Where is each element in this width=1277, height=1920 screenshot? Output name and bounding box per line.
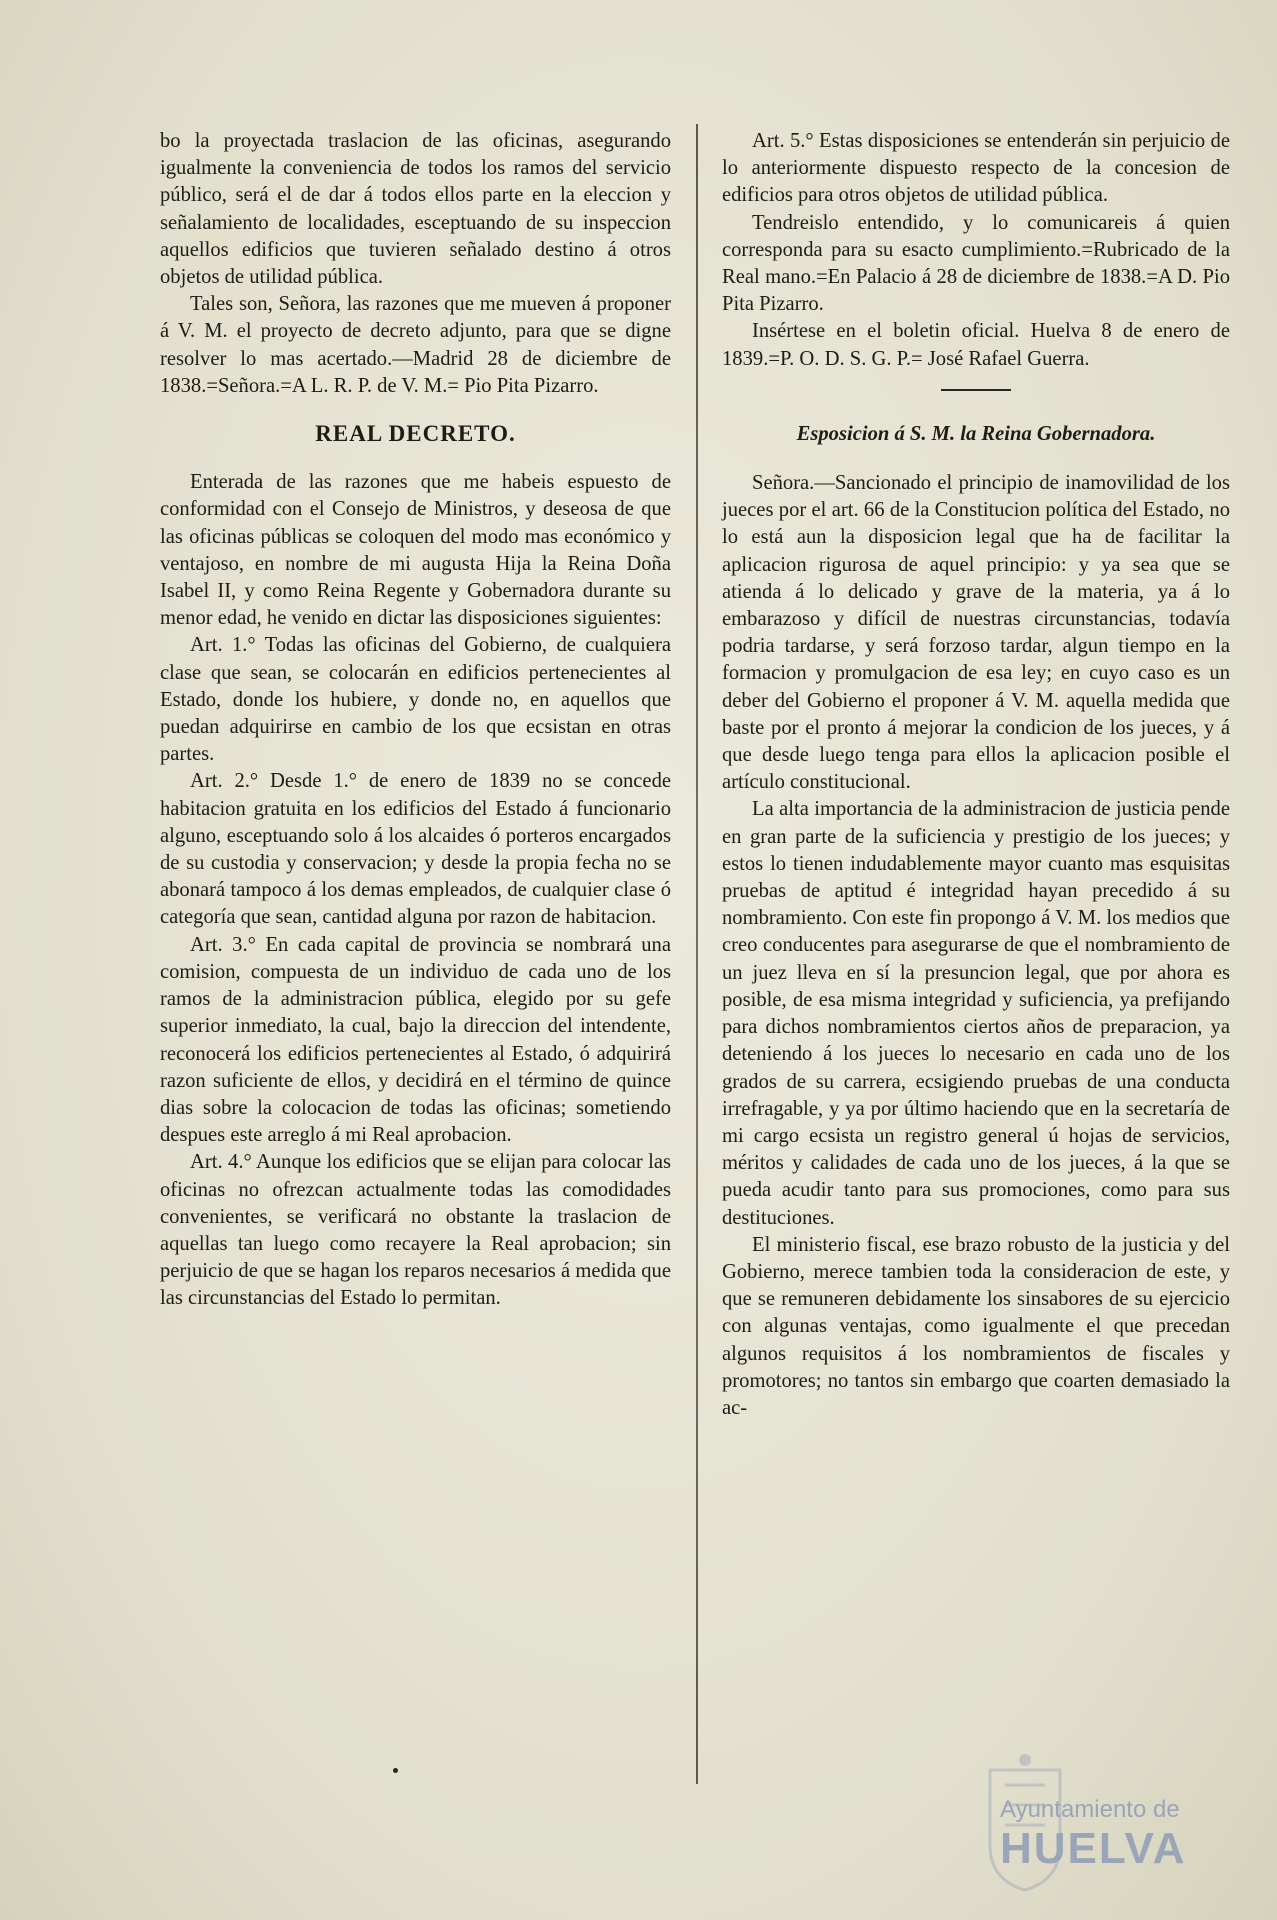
- watermark-line2: HUELVA: [1000, 1824, 1187, 1873]
- section-separator: [941, 389, 1011, 391]
- title-esposicion: Esposicion á S. M. la Reina Gobernadora.: [796, 422, 1156, 445]
- watermark-line1: Ayuntamiento de: [1000, 1796, 1180, 1823]
- paragraph-insertese: Insértese en el boletin oficial. Huelva 8 de enero de 1839.=P. O. D. S. G. P.= José Rafael Guerra.: [722, 320, 1230, 370]
- article-3: Art. 3.° En cada capital de provincia se nombrará una comision, compuesta de un individuo de cada uno de los ramos de la administracion pública, elegido por su gefe superior inmediato, la cual, bajo la direccion del intendente, reconocerá los edificios pertenecientes al Estado, ó adquirirá razon suficiente de ellos, y decidirá en el término de quince dias sobre la colocacion de todas las oficinas; sometiendo despues este arreglo á mi Real aprobacion.: [160, 933, 671, 1147]
- paragraph-ministerio-fiscal: El ministerio fiscal, ese brazo robusto de la justicia y del Gobierno, merece tambien toda la consideracion de este, y que se remuneren debidamente los sinsabores de su ejercicio con algunas ventajas, como igualmente el que precedan algunos requisitos á los nombramientos de fiscales y promotores; no tantos sin embargo que coarten demasiado la ac-: [722, 1233, 1230, 1419]
- paragraph-tales-son: Tales son, Señora, las razones que me mueven á proponer á V. M. el proyecto de decreto adjunto, para que se digne resolver lo mas acertado.—Madrid 28 de diciembre de 1838.=Señora.=A L. R. P. de V. M.= Pio Pita Pizarro.: [160, 293, 671, 397]
- paragraph-tendreislo: Tendreislo entendido, y lo comunicareis á quien corresponda para su esacto cumplimiento.=Rubricado de la Real mano.=En Palacio á 28 de diciembre de 1838.=A D. Pio Pita Pizarro.: [722, 211, 1230, 316]
- heading-real-decreto: REAL DECRETO.: [315, 421, 516, 447]
- article-2: Art. 2.° Desde 1.° de enero de 1839 no se concede habitacion gratuita en los edificios del Estado á funcionario alguno, esceptuando solo á los alcaides ó porteros encargados de su custodia y conservacion; y desde la propia fecha no se abonará tampoco á los demas empleados, de cualquier clase ó categoría que sean, cantidad alguna por razon de habitacion.: [160, 770, 671, 929]
- article-1: Art. 1.° Todas las oficinas del Gobierno, de cualquiera clase que sean, se colocarán en edificios pertenecientes al Estado, donde los hubiere, y donde no, en aquellos que puedan adquirirse en cambio de los que ecsistan en otras partes.: [160, 634, 671, 766]
- paragraph-la-alta: La alta importancia de la administracion de justicia pende en gran parte de la suficiencia y prestigio de los jueces; y estos lo tienen indudablemente mayor cuanto mas esquisitas pruebas de aptitud é integridad hayan precedido á su nombramiento. Con este fin propongo á V. M. los medios que creo conducentes para asegurarse de que el nombramiento de un juez lleva en sí la presuncion legal, que por ahora es posible, de esa misma integridad y suficiencia, ya prefijando para dichos nombramientos ciertos años de preparacion, ya deteniendo á los jueces lo necesario en cada uno de los grados de su carrera, ecsigiendo pruebas de una conducta irrefragable, y ya por último haciendo que en la secretaría de mi cargo ecsista un registro general ú hojas de servicios, méritos y calidades de cada uno de los jueces, á la que se pueda acudir tanto para sus promociones, como para sus destituciones.: [722, 798, 1230, 1229]
- article-4: Art. 4.° Aunque los edificios que se elijan para colocar las oficinas no ofrezcan actualmente todas las comodidades convenientes, se verificará no obstante la traslacion de aquellas tan luego como recayere la Real aprobacion; sin perjuicio de que se hagan los reparos necesarios á medida que las circunstancias del Estado lo permitan.: [160, 1151, 671, 1310]
- paragraph-senora: Señora.—Sancionado el principio de inamovilidad de los jueces por el art. 66 de la Constitucion política del Estado, no lo está aun la disposicion legal que ha de facilitar la aplicacion rigurosa de aquel principio: y ya sea que se atienda á lo delicado y grave de la materia, ya á lo embarazoso y difícil de nuestras circunstancias, todavía podria tardarse, y será forzoso tardar, algun tiempo en la formacion y promulgacion de esa ley; en cuyo caso es un deber del Gobierno el proponer á V. M. aquella medida que baste por el pronto á mejorar la condicion de los jueces, y á que desde luego tenga para ellos la aplicacion posible el artículo constitucional.: [722, 472, 1230, 794]
- left-column: [160, 128, 671, 1313]
- paragraph-enterada: Enterada de las razones que me habeis espuesto de conformidad con el Consejo de Ministros, y deseosa de que las oficinas públicas se coloquen del modo mas económico y ventajoso, en nombre de mi augusta Hija la Reina Doña Isabel II, y como Reina Regente y Gobernadora durante su menor edad, he venido en dictar las disposiciones siguientes:: [160, 471, 671, 630]
- right-column: [722, 128, 1230, 1422]
- article-5: Art. 5.° Estas disposiciones se entenderán sin perjuicio de lo anteriormente dispuesto respecto de la concesion de edificios para otros objetos de utilidad pública.: [722, 130, 1230, 207]
- column-divider: [696, 124, 698, 1784]
- page-dot-mark: [393, 1768, 398, 1773]
- paragraph-continuation: bo la proyectada traslacion de las oficinas, asegurando igualmente la conveniencia de todos los ramos del servicio público, será el de dar á todos ellos parte en la eleccion y señalamiento de localidades, esceptuando de su inspeccion aquellos edificios que tuvieren señalado destino á otros objetos de utilidad pública.: [160, 130, 671, 289]
